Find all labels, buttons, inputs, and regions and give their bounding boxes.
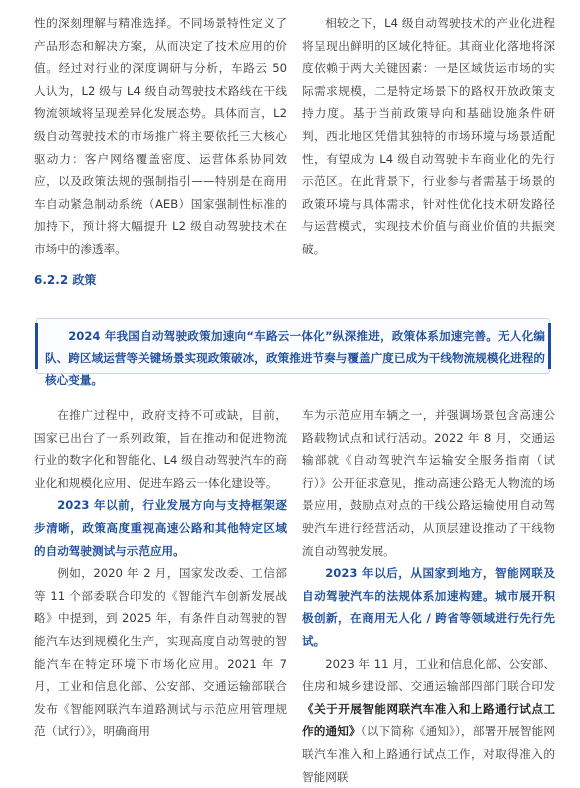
- paragraph-lead: 2023 年 11 月，工业和信息化部、公安部、住房和城乡建设部、交通运输部四部门联合印发: [302, 656, 555, 694]
- paragraph: 车为示范应用车辆之一，并强调场景包含高速公路载物试点和试行活动。2022 年 8 月，交通运输部就《自动驾驶汽车运输安全服务指南（试行）》公开征求意见，推动高速公路无人物流的场景应用，鼓励点对点的干线公路运输使用自动驾驶汽车进行经营活动，从顶层建设推动了干线物流自动驾驶发展。: [302, 408, 555, 558]
- callout-right-bar: [548, 323, 551, 369]
- highlight-paragraph: 2023 年以后，从国家到地方，智能网联及自动驾驶汽车的法规体系加速构建。城市展开积极创新，在商用无人化 / 跨省等领域进行先行先试。: [302, 566, 555, 648]
- section-heading: 6.2.2 政策: [34, 273, 97, 287]
- top-left-column: [34, 12, 287, 261]
- paragraph-tail: （以下简称《通知》），部署开展智能网联汽车准入和上路通行试点工作，对取得准入的智能网联: [302, 724, 555, 784]
- document-title: 《关于开展智能网联汽车准入和上路通行试点工作的通知》: [302, 701, 555, 739]
- highlight-paragraph: 2023 年以前，行业发展方向与支持框架逐步清晰，政策高度重视高速公路和其他特定区域的自动驾驶测试与示范应用。: [34, 498, 287, 558]
- paragraph: 在推广过程中，政府支持不可或缺，目前，国家已出台了一系列政策，旨在推动和促进物流行业的数字化和智能化、L4 级自动驾驶汽车的商业化和规模化应用、促进车路云一体化建设等。: [34, 408, 287, 490]
- callout-left-bar: [35, 323, 38, 369]
- bottom-right-column: [302, 404, 555, 788]
- bottom-left-column: [34, 404, 287, 743]
- paragraph: [302, 653, 555, 788]
- paragraph: 性的深刻理解与精准选择。不同场景特性定义了产品形态和解决方案，从而决定了技术应用的价值。经过对行业的深度调研与分析，车路云 50 人认为，L2 级与 L4 级自动驾驶技术路线在干线物流领域将呈现差异化发展态势。具体而言，L2 级自动驾驶技术的市场推广将主要依托三大核心驱动力：客户网络覆盖密度、运营体系协同效应，以及政策法规的强制指引——特别是在商用车自动紧急制动系统（AEB）国家强制性标准的加持下，预计将大幅提升 L2 级自动驾驶技术在市场中的渗透率。: [34, 16, 287, 256]
- paragraph: 例如，2020 年 2 月，国家发改委、工信部等 11 个部委联合印发的《智能汽车创新发展战略》中提到，到 2025 年，有条件自动驾驶的智能汽车达到规模化生产，实现高度自动驾驶的智能汽车在特定环境下市场化应用。2021 年 7 月，工业和信息化部、公安部、交通运输部联合发布《智能网联汽车道路测试与示范应用管理规范（试行）》，明确商用: [34, 566, 287, 739]
- top-right-column: [302, 12, 555, 261]
- policy-callout-box: [36, 318, 550, 387]
- callout-text: 2024 年我国自动驾驶政策加速向“车路云一体化”纵深推进，政策体系加速完善。无人化编队、跨区域运营等关键场景实现政策破冰，政策推进节奏与覆盖广度已成为干线物流规模化进程的核心变量。: [45, 329, 545, 387]
- paragraph: 相较之下，L4 级自动驾驶技术的产业化进程将呈现出鲜明的区域化特征。其商业化落地将深度依赖于两大关键因素：一是区域货运市场的实际需求规模，二是特定场景下的路权开放政策支持力度。基于当前政策导向和基础设施条件研判，西北地区凭借其独特的市场环境与场景适配性，有望成为 L4 级自动驾驶卡车商业化的先行示范区。在此背景下，行业参与者需基于场景的政策环境与具体需求，针对性优化技术研发路径与运营模式，实现技术价值与商业价值的共振突破。: [302, 16, 555, 256]
